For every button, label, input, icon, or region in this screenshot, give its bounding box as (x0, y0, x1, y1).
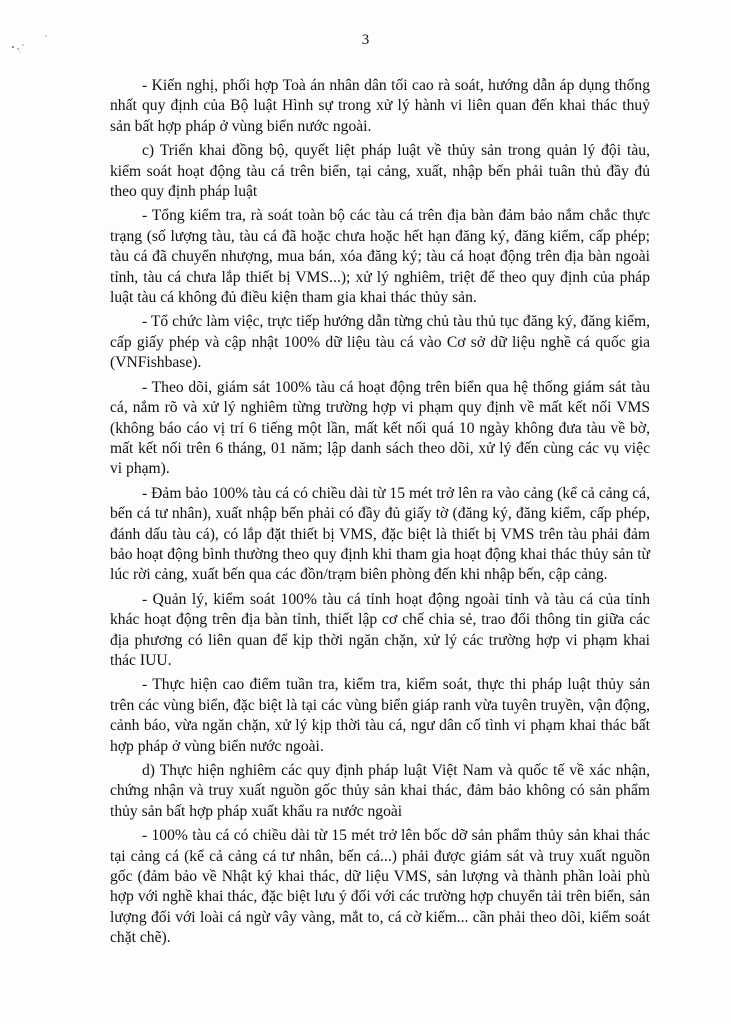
paragraph-10: - 100% tàu cá có chiều dài từ 15 mét trở lên bốc dỡ sản phẩm thủy sản khai thác tại cảng cá (kể cả cảng cá tư nhân, bến cá...) phải được giám sát và truy xuất nguồn gốc (đảm bảo về Nhật ký khai thác, dữ liệu VMS, sản lượng và thành phần loài phù hợp với nghề khai thác, đặc biệt lưu ý đối với các trường hợp chuyển tải trên biển, sản lượng đối với loài cá ngừ vây vàng, mắt to, cá cờ kiếm... cần phải theo dõi, kiểm soát chặt chẽ). (110, 827, 650, 947)
paragraph-9: d) Thực hiện nghiêm các quy định pháp luật Việt Nam và quốc tế về xác nhận, chứng nhận và truy xuất nguồn gốc thủy sản khai thác, đảm bảo không có sản phẩm thủy sản bất hợp pháp xuất khẩu ra nước ngoài (110, 762, 650, 820)
paragraph-8: - Thực hiện cao điểm tuần tra, kiểm tra, kiểm soát, thực thi pháp luật thủy sản trên các vùng biển, đặc biệt là tại các vùng biển giáp ranh vừa tuyên truyền, vận động, cảnh báo, vừa ngăn chặn, xử lý kịp thời tàu cá, ngư dân cố tình vi phạm khai thác bất hợp pháp ở vùng biển nước ngoài. (110, 676, 650, 755)
page-number: 3 (361, 32, 370, 48)
document-body (110, 76, 650, 953)
paragraph-2: c) Triển khai đồng bộ, quyết liệt pháp luật về thủy sản trong quản lý đội tàu, kiểm soát hoạt động tàu cá trên biển, tại cảng, xuất, nhập bến phải tuân thủ đầy đủ theo quy định pháp luật (110, 142, 650, 201)
paragraph-1: - Kiến nghị, phối hợp Toà án nhân dân tối cao rà soát, hướng dẫn áp dụng thống nhất quy định của Bộ luật Hình sự trong xử lý hành vi liên quan đến khai thác thuỷ sản bất hợp pháp ở vùng biển nước ngoài. (110, 77, 650, 135)
paragraph-7: - Quản lý, kiểm soát 100% tàu cá tỉnh hoạt động ngoài tỉnh và tàu cá của tỉnh khác hoạt động trên địa bàn tỉnh, thiết lập cơ chế chia sẻ, trao đổi thông tin giữa các địa phương có liên quan để kịp thời ngăn chặn, xử lý các trường hợp vi phạm khai thác IUU. (110, 590, 650, 669)
paragraph-3: - Tổng kiểm tra, rà soát toàn bộ các tàu cá trên địa bàn đảm bảo nắm chắc thực trạng (số lượng tàu, tàu cá đã hoặc chưa hoặc hết hạn đăng ký, đăng kiểm, cấp phép; tàu cá đã chuyển nhượng, mua bán, xóa đăng ký; tàu cá hoạt động trên địa bàn ngoài tỉnh, tàu cá chưa lắp thiết bị VMS...); xử lý nghiêm, triệt để theo quy định của pháp luật tàu cá không đủ điều kiện tham gia khai thác thủy sản. (110, 207, 650, 307)
paragraph-6: - Đảm bảo 100% tàu cá có chiều dài từ 15 mét trở lên ra vào cảng (kể cả cảng cá, bến cá tư nhân), xuất nhập bến phải có đầy đủ giấy tờ (đăng ký, đăng kiểm, cấp phép, đánh dấu tàu cá), có lắp đặt thiết bị VMS, đặc biệt là thiết bị VMS trên tàu phải đảm bảo hoạt động bình thường theo quy định khi tham gia hoạt động khai thác thủy sản từ lúc rời cảng, xuất bến qua các đồn/trạm biên phòng đến khi nhập bến, cập cảng. (110, 484, 650, 584)
paragraph-5: - Theo dõi, giám sát 100% tàu cá hoạt động trên biển qua hệ thống giám sát tàu cá, nắm rõ và xử lý nghiêm từng trường hợp vi phạm quy định về mất kết nối VMS (không báo cáo vị trí 6 tiếng một lần, mất kết nối quá 10 ngày không đưa tàu về bờ, mất kết nối trên 6 tháng, 01 năm; lập danh sách theo dõi, xử lý đến cùng các vụ việc vi phạm). (110, 378, 650, 478)
paragraph-4: - Tổ chức làm việc, trực tiếp hướng dẫn từng chủ tàu thủ tục đăng ký, đăng kiểm, cấp giấy phép và cập nhật 100% dữ liệu tàu cá vào Cơ sở dữ liệu nghề cá quốc gia (VNFishbase). (110, 313, 650, 372)
